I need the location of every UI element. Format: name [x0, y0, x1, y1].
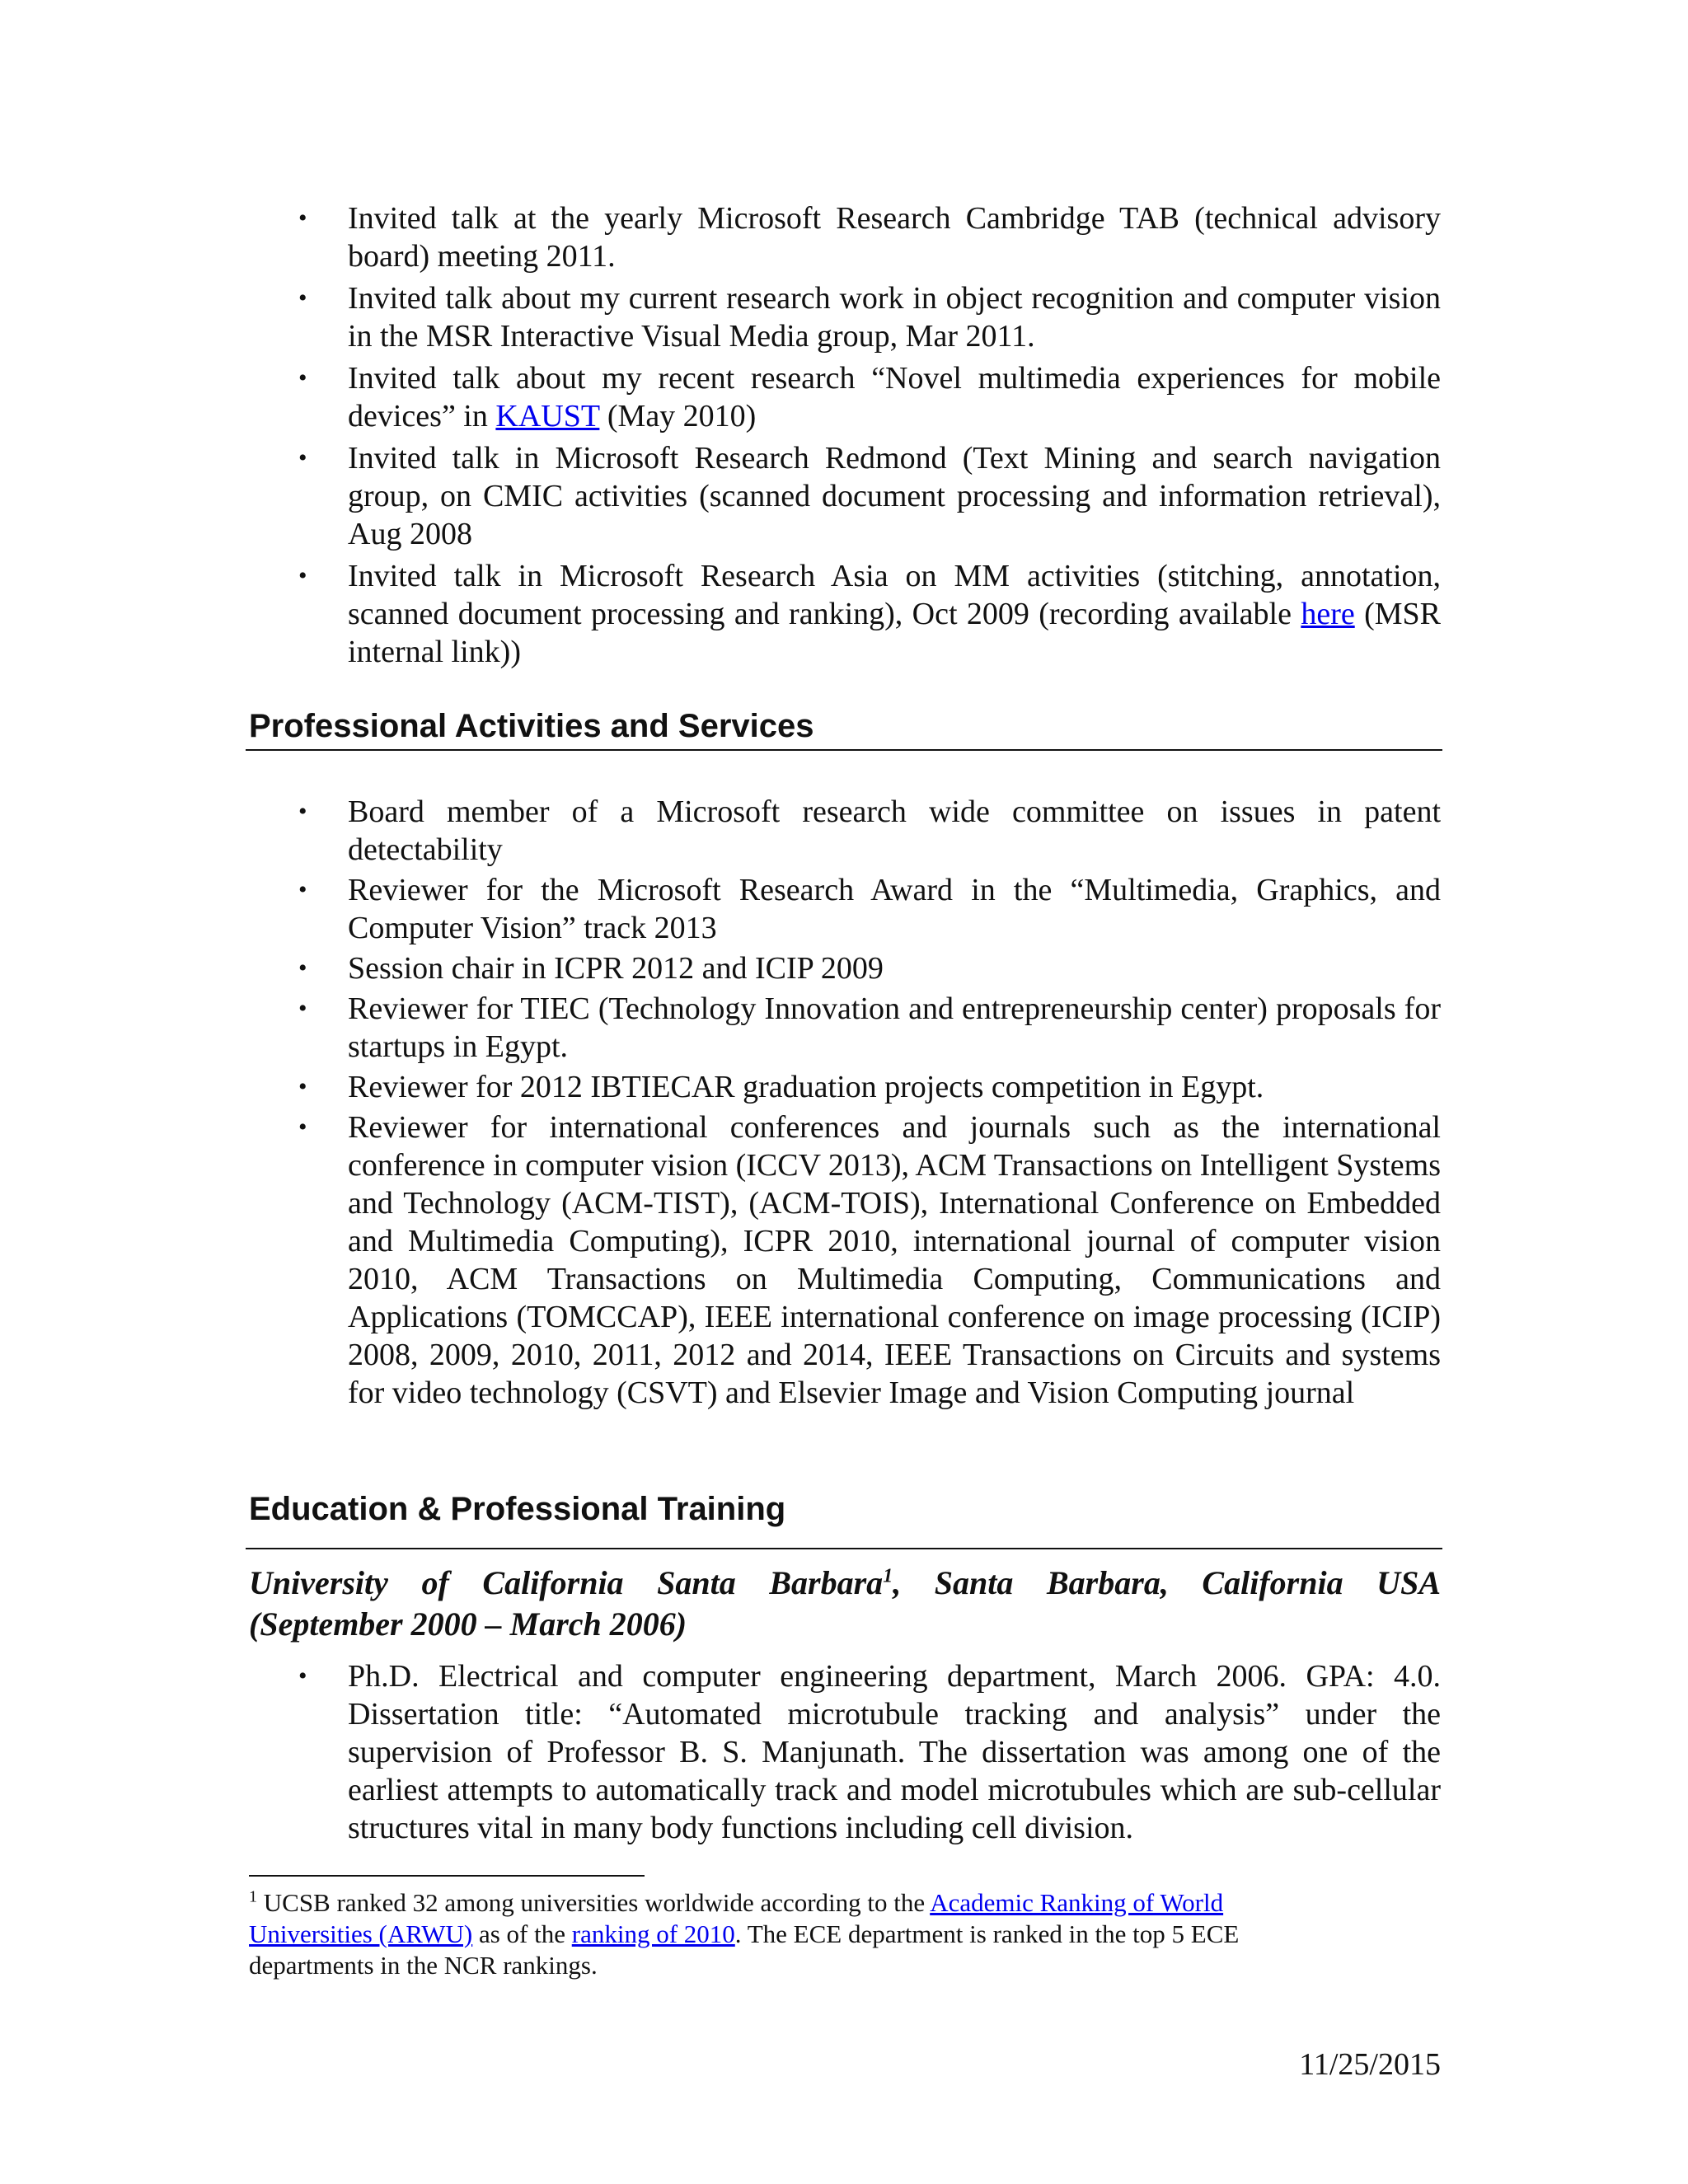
professional-activities-heading: Professional Activities and Services: [249, 708, 814, 744]
footer-date: 11/25/2015: [1299, 2047, 1441, 2082]
bullet-icon: •: [298, 1113, 307, 1141]
bullet-icon: •: [298, 798, 307, 825]
professional-activities-list: [249, 793, 1441, 1412]
invited-talks-list: [249, 199, 1441, 671]
recording-here-link[interactable]: here: [1301, 597, 1355, 631]
bullet-icon: •: [298, 562, 307, 589]
list-item: • Session chair in ICPR 2012 and ICIP 2009: [298, 951, 884, 986]
kaust-link[interactable]: KAUST: [495, 399, 600, 434]
bullet-icon: •: [298, 1662, 307, 1690]
bullet-icon: •: [298, 284, 307, 312]
list-item: • Invited talk in Microsoft Research Asia on MM activities (stitching, annotation, scanned document processing and ranking), Oct 2009 (recording available here (MSR internal link)): [298, 559, 1441, 669]
list-item: • Invited talk about my recent research “Novel multimedia experiences for mobile devices” in KAUST (May 2010): [298, 361, 1441, 434]
list-item: • Invited talk at the yearly Microsoft Research Cambridge TAB (technical advisory board) meeting 2011.: [298, 201, 1441, 274]
footnote-number: 1: [249, 1887, 257, 1906]
bullet-icon: •: [298, 876, 307, 903]
institution-location: , Santa Barbara, California USA: [893, 1564, 1441, 1601]
list-item: • Reviewer for the Microsoft Research Award in the “Multimedia, Graphics, and Computer Vision” track 2013: [298, 873, 1441, 945]
bullet-icon: •: [298, 954, 307, 982]
section-divider: [246, 1548, 1442, 1549]
section-divider: [246, 749, 1442, 751]
list-item: • Board member of a Microsoft research wide committee on issues in patent detectability: [298, 794, 1441, 867]
institution-name: University of California Santa Barbara: [249, 1564, 884, 1601]
bullet-icon: •: [298, 364, 307, 391]
bullet-icon: •: [298, 444, 307, 471]
institution-title: [249, 1563, 1441, 1645]
education-list: [249, 1657, 1441, 1847]
bullet-icon: •: [298, 1073, 307, 1100]
footnote-divider: [249, 1875, 645, 1877]
list-item: • Invited talk in Microsoft Research Redmond (Text Mining and search navigation group, on CMIC activities (scanned document processing and information retrieval), Aug 2008: [298, 441, 1441, 551]
education-heading: Education & Professional Training: [249, 1491, 786, 1527]
ranking-2010-link[interactable]: ranking of 2010: [571, 1919, 735, 1948]
arwu-link[interactable]: Academic Ranking of World Universities (ARWU): [249, 1888, 1224, 1948]
bullet-icon: •: [298, 995, 307, 1022]
bullet-icon: •: [298, 204, 307, 232]
footnote-mark: 1: [883, 1565, 893, 1587]
list-item: • Ph.D. Electrical and computer engineering department, March 2006. GPA: 4.0. Dissertation title: “Automated microtubule tracking and analysis” under the supervision of Professor B. S. Manjunath. The dissertation was among one of the earliest attempts to automatically track and model microtubules which are sub-cellular structures vital in many body functions including cell division.: [298, 1659, 1441, 1845]
list-item: • Reviewer for international conferences and journals such as the international conference in computer vision (ICCV 2013), ACM Transactions on Intelligent Systems and Technology (ACM-TIST), (ACM-TOIS), International Conference on Embedded and Multimedia Computing), ICPR 2010, international journal of computer vision 2010, ACM Transactions on Multimedia Computing, Communications and Applications (TOMCCAP), IEEE international conference on image processing (ICIP) 2008, 2009, 2010, 2011, 2012 and 2014, IEEE Transactions on Circuits and systems for video technology (CSVT) and Elsevier Image and Vision Computing journal: [298, 1110, 1441, 1410]
footnote: $^1$ UCSB ranked 32 among universities worldwide according to the Academic Ranking of World Universities (ARWU) as of the ranking of 2010. The ECE department is ranked in the top 5 ECE departments in the NCR rankings.: [249, 1887, 1240, 1980]
list-item: • Reviewer for TIEC (Technology Innovation and entrepreneurship center) proposals for startups in Egypt.: [298, 991, 1441, 1064]
institution-dates: (September 2000 – March 2006): [249, 1605, 687, 1643]
list-item: • Reviewer for 2012 IBTIECAR graduation projects competition in Egypt.: [298, 1070, 1264, 1104]
list-item: • Invited talk about my current research work in object recognition and computer vision in the MSR Interactive Visual Media group, Mar 2011.: [298, 281, 1441, 354]
